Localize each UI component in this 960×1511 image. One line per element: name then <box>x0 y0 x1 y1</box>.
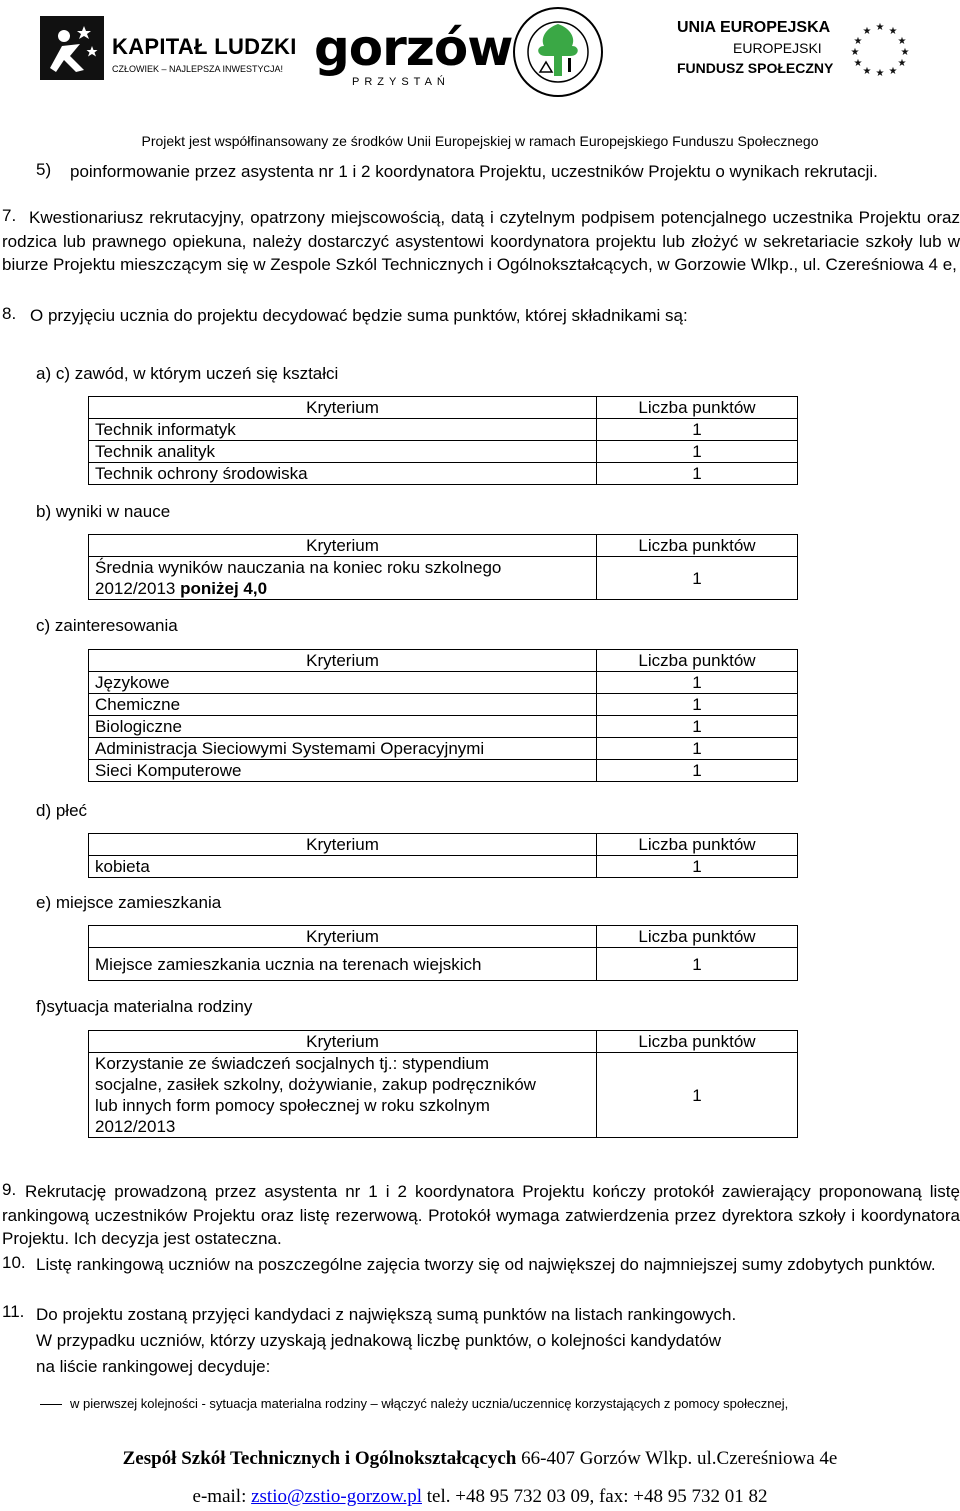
footer-contact-text: tel. +48 95 732 03 09, fax: +48 95 732 01 82 <box>421 1486 768 1507</box>
item-5-number: 5) <box>36 160 52 179</box>
table-row <box>89 948 798 981</box>
svg-text:★: ★ <box>897 58 907 69</box>
criterion-label: Administracja Sieciowymi Systemami Operacyjnymi <box>89 738 597 760</box>
table-row <box>89 1053 798 1138</box>
svg-text:★: ★ <box>888 66 898 76</box>
criterion-label: Technik informatyk <box>89 419 597 441</box>
section-a-title: a) c) zawód, w którym uczeń się kształci <box>36 364 339 383</box>
table-row <box>89 716 798 738</box>
item-7-number: 7. <box>2 206 17 225</box>
header-kryterium: Kryterium <box>89 535 597 557</box>
criterion-label: Językowe <box>89 672 597 694</box>
kapital-ludzki-logo <box>40 16 297 82</box>
item-11-number: 11. <box>2 1302 25 1321</box>
table-row <box>89 441 798 463</box>
criterion-points: 1 <box>597 1053 798 1138</box>
criterion-label <box>89 557 597 600</box>
section-d-title: d) płeć <box>36 801 88 820</box>
criterion-label-threshold: poniżej 4,0 <box>180 579 268 598</box>
svg-text:★: ★ <box>875 68 885 76</box>
header-points: Liczba punktów <box>597 650 798 672</box>
section-f-title: f)sytuacja materialna rodziny <box>36 997 253 1016</box>
table-occupation <box>88 396 798 485</box>
svg-text:★: ★ <box>897 36 907 47</box>
header-kryterium: Kryterium <box>89 397 597 419</box>
cofinancing-note: Projekt jest współfinansowany ze środków Unii Europejskiej w ramach Europejskiego Funduszu Społecznego <box>141 133 819 149</box>
svg-text:★: ★ <box>862 66 872 76</box>
svg-text:★: ★ <box>888 26 898 37</box>
criterion-points: 1 <box>597 948 798 981</box>
item-5-text: poinformowanie przez asystenta nr 1 i 2 koordynatora Projektu, uczestników Projektu o wynikach rekrutacji. <box>70 162 878 181</box>
item-8-number: 8. <box>2 304 17 323</box>
kapital-ludzki-title: KAPITAŁ LUDZKI <box>112 34 297 59</box>
table-row <box>89 856 798 878</box>
svg-text:★: ★ <box>862 26 872 37</box>
criterion-points: 1 <box>597 856 798 878</box>
item-8-text: O przyjęciu ucznia do projektu decydować będzie suma punktów, której składnikami są: <box>30 306 688 325</box>
criterion-points: 1 <box>597 694 798 716</box>
criterion-points: 1 <box>597 738 798 760</box>
dash-list-item <box>40 1396 960 1411</box>
gorzow-wordmark: gorzów <box>314 19 513 77</box>
header-kryterium: Kryterium <box>89 926 597 948</box>
criterion-points: 1 <box>597 419 798 441</box>
dash-bullet-icon <box>40 1404 62 1405</box>
eu-title: UNIA EUROPEJSKA <box>677 19 831 36</box>
svg-text:★: ★ <box>900 47 910 58</box>
table-header-row <box>89 926 798 948</box>
criterion-points: 1 <box>597 557 798 600</box>
table-row <box>89 557 798 600</box>
header-points: Liczba punktów <box>597 926 798 948</box>
header-points: Liczba punktów <box>597 1031 798 1053</box>
criterion-points: 1 <box>597 716 798 738</box>
criterion-points: 1 <box>597 463 798 485</box>
header-kryterium: Kryterium <box>89 1031 597 1053</box>
svg-text:★: ★ <box>875 22 885 33</box>
table-row <box>89 760 798 782</box>
table-row <box>89 419 798 441</box>
footer-address <box>0 1448 960 1470</box>
table-residence <box>88 925 798 981</box>
table-header-row <box>89 535 798 557</box>
criterion-label: kobieta <box>89 856 597 878</box>
table-interests <box>88 649 798 782</box>
header <box>0 0 960 149</box>
section-e-title: e) miejsce zamieszkania <box>36 893 222 912</box>
table-row <box>89 738 798 760</box>
header-kryterium: Kryterium <box>89 834 597 856</box>
item-11-line3: na liście rankingowej decyduje: <box>36 1357 271 1376</box>
school-seal-icon <box>512 6 604 98</box>
criterion-label-line1: Średnia wyników nauczania na koniec roku szkolnego <box>95 558 502 577</box>
section-b-title: b) wyniki w nauce <box>36 502 171 521</box>
gorzow-logo <box>314 19 513 92</box>
criterion-points: 1 <box>597 760 798 782</box>
table-header-row <box>89 1031 798 1053</box>
table-header-row <box>89 834 798 856</box>
header-points: Liczba punktów <box>597 834 798 856</box>
table-gender <box>88 833 798 878</box>
item-11-line1: Do projektu zostaną przyjęci kandydaci z największą sumą punktów na listach rankingowych. <box>36 1305 737 1324</box>
kapital-ludzki-emblem-icon <box>40 16 104 80</box>
svg-text:★: ★ <box>853 36 863 47</box>
header-kryterium: Kryterium <box>89 650 597 672</box>
header-points: Liczba punktów <box>597 535 798 557</box>
header-points: Liczba punktów <box>597 397 798 419</box>
footer-contact <box>0 1486 960 1508</box>
footer-school-name: Zespół Szkół Technicznych i Ogólnokształcących <box>122 1448 517 1469</box>
criterion-points: 1 <box>597 672 798 694</box>
eu-stars-icon <box>843 20 917 76</box>
eu-fund-line1: EUROPEJSKI <box>733 40 822 56</box>
item-10-number: 10. <box>2 1253 26 1272</box>
svg-text:★: ★ <box>853 58 863 69</box>
table-row <box>89 694 798 716</box>
dash-list-text: w pierwszej kolejności - sytuacja materialna rodziny – włączyć należy ucznia/uczennicę korzystających z pomocy społecznej, <box>70 1396 789 1411</box>
svg-text:★: ★ <box>850 47 860 58</box>
item-11-text <box>36 1302 960 1380</box>
eu-logo <box>677 18 917 88</box>
table-row <box>89 463 798 485</box>
table-header-row <box>89 397 798 419</box>
item-7-text: Kwestionariusz rekrutacyjny, opatrzony miejscowością, datą i czytelnym podpisem potencjalnego uczestnika Projektu oraz rodzica lub prawnego opiekuna, należy dostarczyć asystentowi koordynatora projektu lub złożyć w sekretariacie szkoły lub w biurze Projektu mieszczącym się w Zespole Szkól Technicznych i Ogólnokształcących, w Gorzowie Wlkp., ul. Czereśniowa 4 e, <box>2 208 960 274</box>
eu-fund-line2: FUNDUSZ SPOŁECZNY <box>677 60 834 76</box>
footer-email-link[interactable]: zstio@zstio-gorzow.pl <box>251 1486 422 1507</box>
criterion-label: Korzystanie ze świadczeń socjalnych tj.: stypendium socjalne, zasiłek szkolny, dożywianie, zakup podręczników lub innych form pomocy społecznej w roku szkolnym 2012/2013 <box>89 1053 597 1138</box>
table-material-situation <box>88 1030 798 1138</box>
footer-email-label: e-mail: <box>192 1486 252 1507</box>
table-results <box>88 534 798 600</box>
criterion-points: 1 <box>597 441 798 463</box>
gorzow-subtitle: PRZYSTAŃ <box>352 76 450 88</box>
criterion-label-year: 2012/2013 <box>95 579 176 598</box>
criterion-label: Miejsce zamieszkania ucznia na terenach wiejskich <box>89 948 597 981</box>
item-9-text: Rekrutację prowadzoną przez asystenta nr 1 i 2 koordynatora Projektu kończy protokół zawierający proponowaną listę rankingową uczestników Projektu oraz listę rezerwową. Protokół wymaga zatwierdzenia przez dyrektora szkoły i koordynatora Projektu. Ich decyzja jest ostateczna. <box>2 1182 960 1248</box>
footer-address-text: 66-407 Gorzów Wlkp. ul.Czereśniowa 4e <box>516 1448 838 1469</box>
section-c-title: c) zainteresowania <box>36 616 178 635</box>
criterion-label: Chemiczne <box>89 694 597 716</box>
criterion-label: Technik ochrony środowiska <box>89 463 597 485</box>
table-row <box>89 672 798 694</box>
item-11-line2: W przypadku uczniów, którzy uzyskają jednakową liczbę punktów, o kolejności kandydatów <box>36 1331 722 1350</box>
item-9-number: 9. <box>2 1180 17 1199</box>
criterion-label: Sieci Komputerowe <box>89 760 597 782</box>
school-seal-logo <box>512 6 604 98</box>
item-10-text: Listę rankingową uczniów na poszczególne zajęcia tworzy się od największej do najmniejszej sumy zdobytych punktów. <box>36 1255 936 1274</box>
kapital-ludzki-subtitle: CZŁOWIEK – NAJLEPSZA INWESTYCJA! <box>112 64 284 74</box>
criterion-label: Technik analityk <box>89 441 597 463</box>
table-header-row <box>89 650 798 672</box>
criterion-label: Biologiczne <box>89 716 597 738</box>
